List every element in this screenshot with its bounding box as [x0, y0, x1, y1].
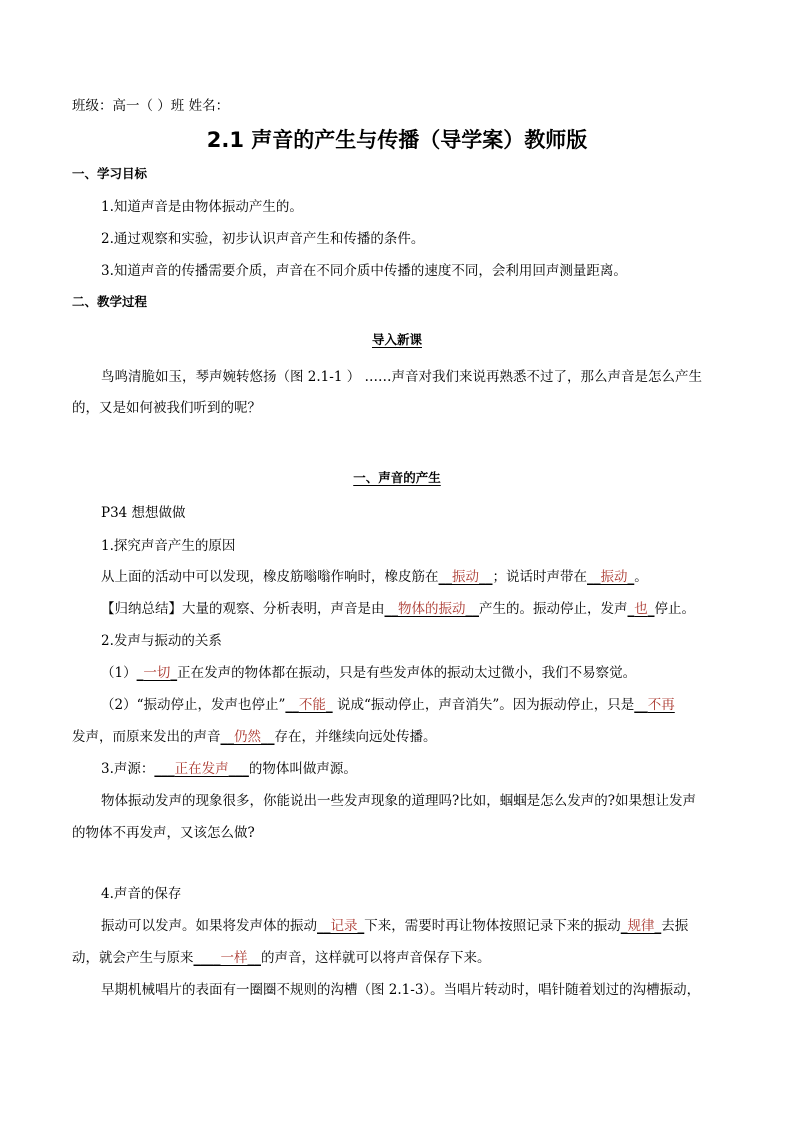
- observation-line: [101, 567, 648, 587]
- item-title: 4.声音的保存: [101, 886, 182, 902]
- goal-item: 2.通过观察和实验，初步认识声音产生和传播的条件。: [101, 231, 425, 247]
- answer-fill: 不再: [647, 697, 675, 713]
- text: 振动可以发声。如果将发声体的振动: [101, 918, 317, 934]
- blank: _: [170, 665, 178, 681]
- text: 停止。: [654, 601, 695, 617]
- blank: __: [247, 950, 261, 966]
- blank: __: [634, 697, 648, 713]
- blank: __: [465, 601, 479, 617]
- text: 正在发声的物体都在振动，只是有些发声体的振动太过微小，我们不易察觉。: [177, 665, 637, 681]
- section-heading-process: 二、教学过程: [72, 294, 148, 309]
- blank: __: [317, 918, 331, 934]
- text: 。: [634, 569, 648, 585]
- goal-item: 1.知道声音是由物体振动产生的。: [101, 199, 303, 215]
- sound-source-line: [101, 759, 357, 779]
- blank: ___: [154, 761, 175, 777]
- text: 【归纳总结】大量的观察、分析表明，声音是由: [101, 601, 385, 617]
- goal-item: 3.知道声音的传播需要介质，声音在不同介质中传播的速度不同，会利用回声测量距离。: [101, 263, 627, 279]
- save-line-1: [101, 916, 688, 936]
- relation-line-2-cont: [72, 727, 437, 747]
- section-heading-goals: 一、学习目标: [72, 166, 148, 181]
- answer-fill: 规律: [627, 918, 655, 934]
- text: 下来，需要时再让物体按照记录下来的振动: [364, 918, 621, 934]
- text: 3.声源：: [101, 761, 155, 777]
- relation-line-2: [101, 695, 675, 715]
- blank: __: [261, 729, 275, 745]
- text: 的声音，这样就可以将声音保存下来。: [261, 950, 491, 966]
- blank: _: [357, 918, 365, 934]
- blank: _: [136, 665, 144, 681]
- part1-heading: 一、声音的产生: [353, 470, 441, 485]
- save-line-2: [72, 948, 491, 968]
- text: ；说话时声带在: [492, 569, 587, 585]
- question-line: 物体振动发声的现象很多，你能说出一些发声现象的道理吗?比如，蝈蝈是怎么发声的?如果想让发声: [101, 793, 696, 809]
- intro-paragraph-line: 鸟鸣清脆如玉，琴声婉转悠扬（图 2.1-1 ） ……声音对我们来说再熟悉不过了，那么声音是怎么产生: [101, 369, 702, 385]
- text: 存在，并继续向远处传播。: [274, 729, 437, 745]
- p34-label: P34 想想做做: [101, 505, 186, 521]
- text: 发声，而原来发出的声音: [72, 729, 221, 745]
- question-line: 的物体不再发声，又该怎么做?: [72, 825, 255, 841]
- item-title: 2.发声与振动的关系: [101, 633, 222, 649]
- text: （1）: [101, 665, 137, 681]
- blank: __: [285, 697, 299, 713]
- blank: __: [479, 569, 493, 585]
- intro-heading: 导入新课: [371, 332, 422, 347]
- text: 说成“振动停止，声音消失”。因为振动停止，只是: [332, 697, 635, 713]
- answer-fill: 也: [634, 601, 648, 617]
- text: 去振: [661, 918, 689, 934]
- blank: __: [220, 729, 234, 745]
- answer-fill: 振动: [452, 569, 479, 585]
- record-line: 早期机械唱片的表面有一圈圈不规则的沟槽（图 2.1-3）。当唱片转动时，唱针随着划过的沟槽振动，: [101, 982, 701, 998]
- blank: __: [438, 569, 452, 585]
- answer-fill: 物体的振动: [398, 601, 466, 617]
- summary-line: [101, 599, 695, 619]
- text: （2）“振动停止，发声也停止”: [101, 697, 286, 713]
- relation-line-1: [101, 663, 636, 683]
- blank: _: [620, 918, 628, 934]
- blank: _: [325, 697, 333, 713]
- answer-fill: 一切: [143, 665, 171, 681]
- item-title: 1.探究声音产生的原因: [101, 538, 236, 554]
- blank: _: [654, 918, 662, 934]
- blank: ___: [228, 761, 249, 777]
- blank: _: [647, 601, 655, 617]
- text: 的物体叫做声源。: [248, 761, 357, 777]
- intro-paragraph-line: 的，又是如何被我们听到的呢？: [72, 400, 261, 416]
- blank: __: [587, 569, 601, 585]
- blank: _: [627, 601, 635, 617]
- blank: _: [627, 569, 635, 585]
- text: 从上面的活动中可以发现，橡皮筋嗡嗡作响时，橡皮筋在: [101, 569, 439, 585]
- answer-fill: 一样: [220, 950, 248, 966]
- answer-fill: 仍然: [234, 729, 261, 745]
- class-info: 班级：高一（ ）班 姓名：: [72, 98, 230, 114]
- answer-fill: 记录: [330, 918, 358, 934]
- text: 产生的。振动停止，发声: [479, 601, 628, 617]
- answer-fill: 不能: [298, 697, 326, 713]
- blank: ____: [193, 950, 221, 966]
- blank: __: [384, 601, 398, 617]
- answer-fill: 振动: [600, 569, 628, 585]
- page-title: 2.1 声音的产生与传播（导学案）教师版: [206, 128, 588, 152]
- answer-fill: 正在发声: [174, 761, 229, 777]
- text: 动，就会产生与原来: [72, 950, 194, 966]
